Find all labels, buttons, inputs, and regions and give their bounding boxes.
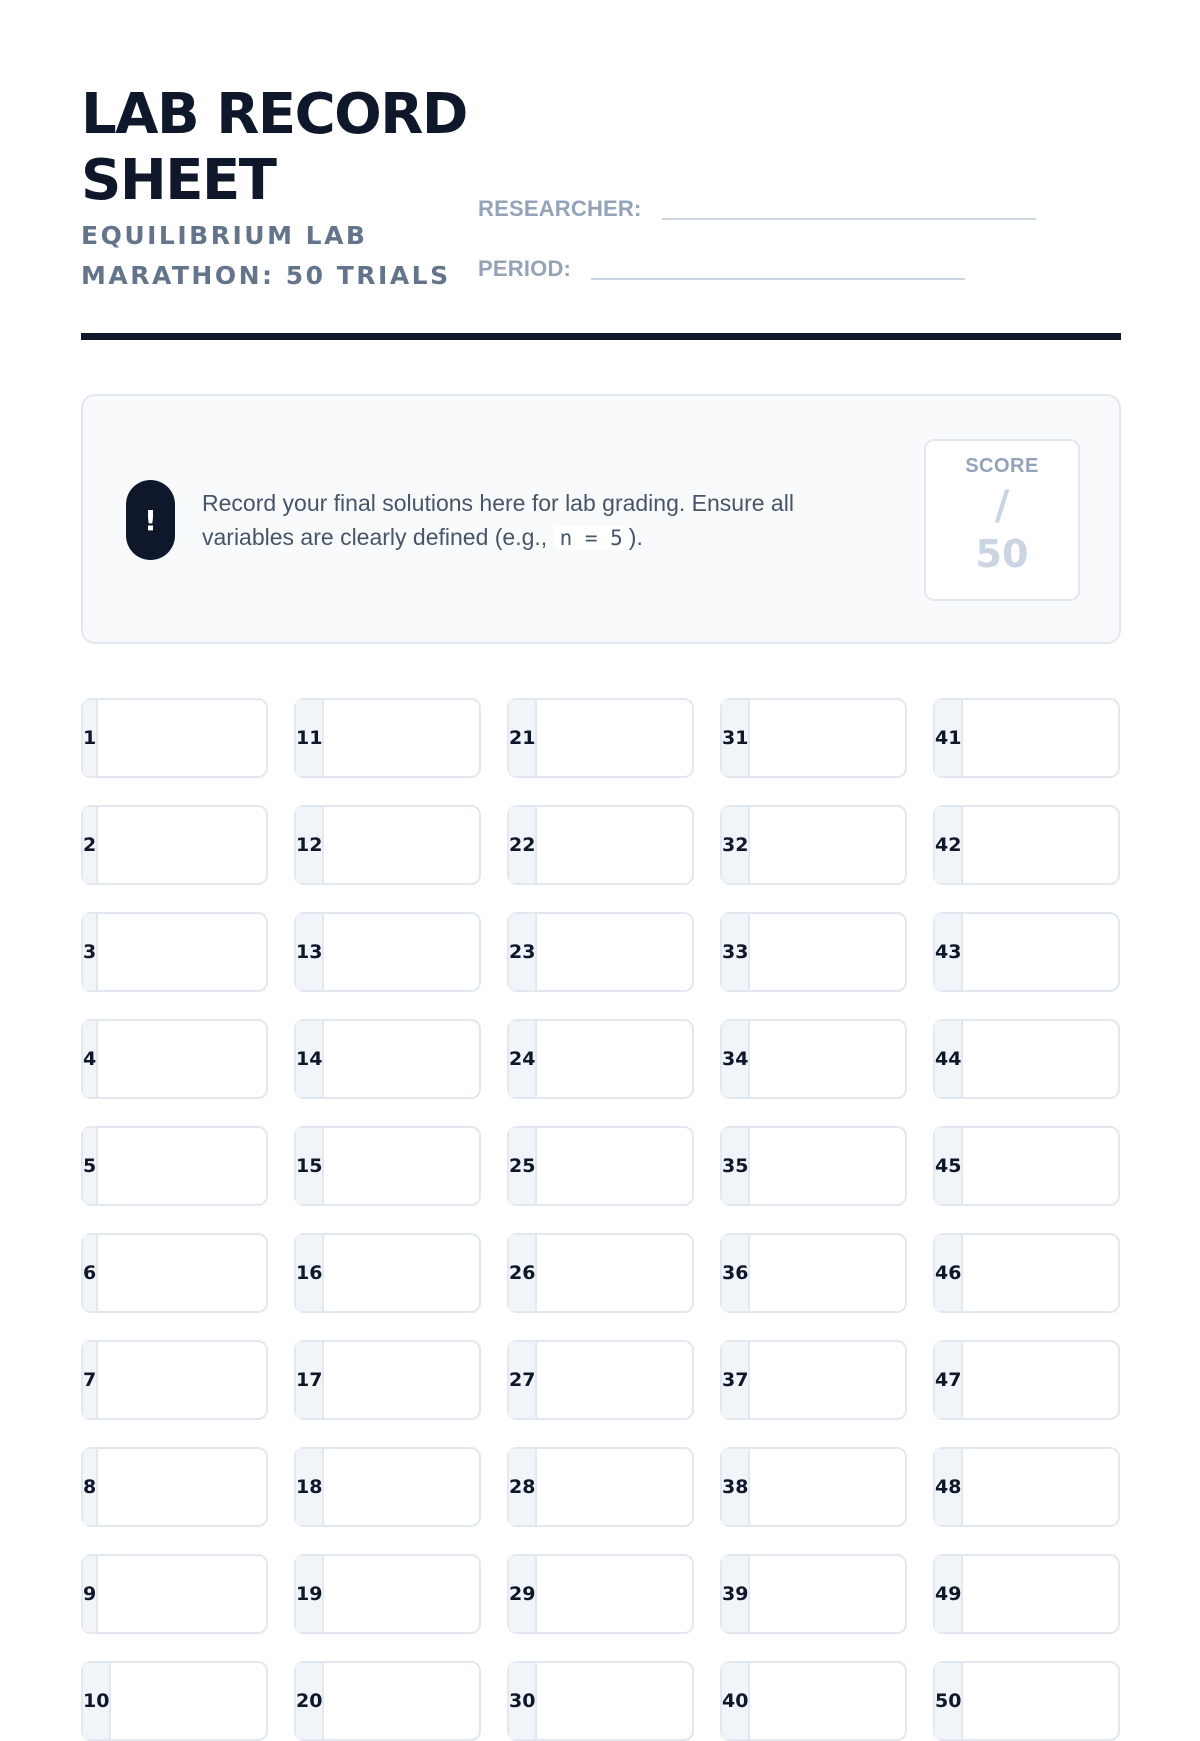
answer-input[interactable] <box>750 700 927 776</box>
answer-cell[interactable] <box>720 1019 907 1099</box>
answer-cell[interactable] <box>81 1126 268 1206</box>
answer-number: 8 <box>83 1449 98 1525</box>
answer-number: 2 <box>83 807 98 883</box>
answer-number: 37 <box>722 1342 750 1418</box>
answer-cell[interactable] <box>507 1233 694 1313</box>
answer-input[interactable] <box>537 1235 714 1311</box>
answer-number: 7 <box>83 1342 98 1418</box>
answer-number: 1 <box>83 700 98 776</box>
answer-cell[interactable] <box>507 1554 694 1634</box>
answer-cell[interactable] <box>507 1019 694 1099</box>
answer-input[interactable] <box>750 1128 927 1204</box>
answer-cell[interactable] <box>933 1661 1120 1741</box>
answer-number: 47 <box>935 1342 963 1418</box>
answer-input[interactable] <box>963 1342 1140 1418</box>
answer-cell[interactable] <box>933 1126 1120 1206</box>
answer-input[interactable] <box>98 1449 275 1525</box>
answer-cell[interactable] <box>720 805 907 885</box>
exclamation-icon: ! <box>126 480 175 560</box>
answer-cell[interactable] <box>720 1340 907 1420</box>
answer-number: 33 <box>722 914 750 990</box>
instructions-text-before: Record your final solutions here for lab grading. Ensure all variables are clearly defined (e.g., <box>202 490 794 550</box>
answer-cell[interactable] <box>81 1340 268 1420</box>
instructions-panel <box>81 394 1121 644</box>
instructions-code: n = 5 <box>554 526 629 550</box>
answer-number: 46 <box>935 1235 963 1311</box>
answer-input[interactable] <box>750 1021 927 1097</box>
answer-number: 10 <box>83 1663 111 1739</box>
answer-input[interactable] <box>963 1556 1140 1632</box>
answer-input[interactable] <box>537 914 714 990</box>
period-field[interactable] <box>478 256 965 282</box>
answer-number: 20 <box>296 1663 324 1739</box>
answer-cell[interactable] <box>933 1233 1120 1313</box>
answer-input[interactable] <box>324 807 501 883</box>
answer-input[interactable] <box>750 1449 927 1525</box>
answer-input[interactable] <box>963 1128 1140 1204</box>
score-box <box>924 439 1080 601</box>
answer-cell[interactable] <box>294 698 481 778</box>
instructions-text <box>202 486 882 555</box>
instructions-text-after: ). <box>628 524 643 550</box>
answer-number: 23 <box>509 914 537 990</box>
answer-cell[interactable] <box>81 1447 268 1527</box>
answer-cell[interactable] <box>507 805 694 885</box>
answer-input[interactable] <box>537 1342 714 1418</box>
answer-number: 39 <box>722 1556 750 1632</box>
answer-cell[interactable] <box>294 1233 481 1313</box>
answer-input[interactable] <box>324 1342 501 1418</box>
answer-number: 38 <box>722 1449 750 1525</box>
answer-input[interactable] <box>750 1342 927 1418</box>
answer-number: 22 <box>509 807 537 883</box>
header-divider <box>81 333 1121 340</box>
answer-input[interactable] <box>537 1556 714 1632</box>
researcher-label: RESEARCHER: <box>478 196 642 221</box>
answer-cell[interactable] <box>507 1340 694 1420</box>
answer-number: 35 <box>722 1128 750 1204</box>
answer-input[interactable] <box>324 1021 501 1097</box>
score-label: SCORE <box>965 455 1039 477</box>
answer-number: 19 <box>296 1556 324 1632</box>
answer-number: 24 <box>509 1021 537 1097</box>
answer-cell[interactable] <box>294 1126 481 1206</box>
page-subtitle: EQUILIBRIUM LAB MARATHON: 50 TRIALS <box>81 221 451 290</box>
answer-input[interactable] <box>98 1342 275 1418</box>
answer-cell[interactable] <box>294 1661 481 1741</box>
answer-number: 13 <box>296 914 324 990</box>
answer-cell[interactable] <box>933 698 1120 778</box>
answer-input[interactable] <box>324 700 501 776</box>
answer-number: 43 <box>935 914 963 990</box>
answer-number: 9 <box>83 1556 98 1632</box>
answer-cell[interactable] <box>933 1554 1120 1634</box>
answer-cell[interactable] <box>81 1019 268 1099</box>
answer-number: 42 <box>935 807 963 883</box>
answer-cell[interactable] <box>507 1126 694 1206</box>
answer-cell[interactable] <box>507 912 694 992</box>
researcher-line[interactable] <box>662 218 1036 220</box>
answer-input[interactable] <box>324 1235 501 1311</box>
answer-input[interactable] <box>963 914 1140 990</box>
answer-cell[interactable] <box>81 912 268 992</box>
answer-input[interactable] <box>537 1663 714 1739</box>
answer-input[interactable] <box>963 1449 1140 1525</box>
answer-input[interactable] <box>537 1128 714 1204</box>
answer-input[interactable] <box>537 1449 714 1525</box>
answer-cell[interactable] <box>507 698 694 778</box>
page-title: LAB RECORD SHEET <box>81 82 467 213</box>
answer-cell[interactable] <box>294 1340 481 1420</box>
answer-input[interactable] <box>324 914 501 990</box>
answer-number: 6 <box>83 1235 98 1311</box>
answer-input[interactable] <box>963 700 1140 776</box>
answer-cell[interactable] <box>933 1019 1120 1099</box>
answer-number: 29 <box>509 1556 537 1632</box>
answer-input[interactable] <box>98 807 275 883</box>
answer-input[interactable] <box>537 1021 714 1097</box>
answer-input[interactable] <box>98 914 275 990</box>
answer-input[interactable] <box>111 1663 288 1739</box>
answer-cell[interactable] <box>294 1447 481 1527</box>
answer-cell[interactable] <box>507 1447 694 1527</box>
answer-input[interactable] <box>324 1556 501 1632</box>
answer-cell[interactable] <box>294 912 481 992</box>
answer-cell[interactable] <box>720 1661 907 1741</box>
answer-cell[interactable] <box>294 805 481 885</box>
answer-number: 49 <box>935 1556 963 1632</box>
answer-number: 40 <box>722 1663 750 1739</box>
period-label: PERIOD: <box>478 256 572 281</box>
answer-input[interactable] <box>537 700 714 776</box>
answer-input[interactable] <box>98 1235 275 1311</box>
answer-cell[interactable] <box>720 1554 907 1634</box>
answer-input[interactable] <box>963 1235 1140 1311</box>
answer-input[interactable] <box>98 1128 275 1204</box>
answer-number: 48 <box>935 1449 963 1525</box>
answer-input[interactable] <box>750 1663 927 1739</box>
answer-number: 45 <box>935 1128 963 1204</box>
answer-input[interactable] <box>750 1235 927 1311</box>
answer-number: 30 <box>509 1663 537 1739</box>
answer-cell[interactable] <box>933 912 1120 992</box>
answer-cell[interactable] <box>720 698 907 778</box>
answer-input[interactable] <box>324 1128 501 1204</box>
answer-cell[interactable] <box>720 1233 907 1313</box>
answer-number: 26 <box>509 1235 537 1311</box>
answer-number: 31 <box>722 700 750 776</box>
answer-number: 5 <box>83 1128 98 1204</box>
answer-number: 12 <box>296 807 324 883</box>
answer-input[interactable] <box>750 914 927 990</box>
answer-input[interactable] <box>750 807 927 883</box>
answer-input[interactable] <box>750 1556 927 1632</box>
answer-number: 50 <box>935 1663 963 1739</box>
answer-input[interactable] <box>324 1663 501 1739</box>
answer-cell[interactable] <box>933 805 1120 885</box>
answer-number: 44 <box>935 1021 963 1097</box>
answer-number: 11 <box>296 700 324 776</box>
answer-cell[interactable] <box>81 1661 268 1741</box>
answer-number: 4 <box>83 1021 98 1097</box>
answer-cell[interactable] <box>720 1126 907 1206</box>
answer-number: 27 <box>509 1342 537 1418</box>
answer-cell[interactable] <box>720 1447 907 1527</box>
answer-number: 15 <box>296 1128 324 1204</box>
answer-number: 3 <box>83 914 98 990</box>
answer-input[interactable] <box>963 1663 1140 1739</box>
answer-number: 36 <box>722 1235 750 1311</box>
answer-input[interactable] <box>98 700 275 776</box>
answer-number: 21 <box>509 700 537 776</box>
answer-number: 34 <box>722 1021 750 1097</box>
score-total: 50 <box>975 532 1029 576</box>
answer-number: 16 <box>296 1235 324 1311</box>
answer-input[interactable] <box>98 1556 275 1632</box>
answer-cell[interactable] <box>933 1447 1120 1527</box>
answer-input[interactable] <box>98 1021 275 1097</box>
answer-number: 18 <box>296 1449 324 1525</box>
period-line[interactable] <box>591 278 965 280</box>
answer-cell[interactable] <box>81 1233 268 1313</box>
answer-input[interactable] <box>963 1021 1140 1097</box>
score-slash: / <box>994 483 1010 529</box>
answer-input[interactable] <box>537 807 714 883</box>
answer-cell[interactable] <box>294 1019 481 1099</box>
answer-number: 14 <box>296 1021 324 1097</box>
answer-number: 25 <box>509 1128 537 1204</box>
answer-number: 32 <box>722 807 750 883</box>
answer-cell[interactable] <box>294 1554 481 1634</box>
answer-cell[interactable] <box>81 1554 268 1634</box>
answer-input[interactable] <box>963 807 1140 883</box>
answer-number: 28 <box>509 1449 537 1525</box>
answer-cell[interactable] <box>81 698 268 778</box>
answer-input[interactable] <box>324 1449 501 1525</box>
answer-number: 41 <box>935 700 963 776</box>
answer-cell[interactable] <box>81 805 268 885</box>
answer-number: 17 <box>296 1342 324 1418</box>
researcher-field[interactable] <box>478 196 1036 222</box>
answer-cell[interactable] <box>720 912 907 992</box>
answer-cell[interactable] <box>507 1661 694 1741</box>
answer-cell[interactable] <box>933 1340 1120 1420</box>
